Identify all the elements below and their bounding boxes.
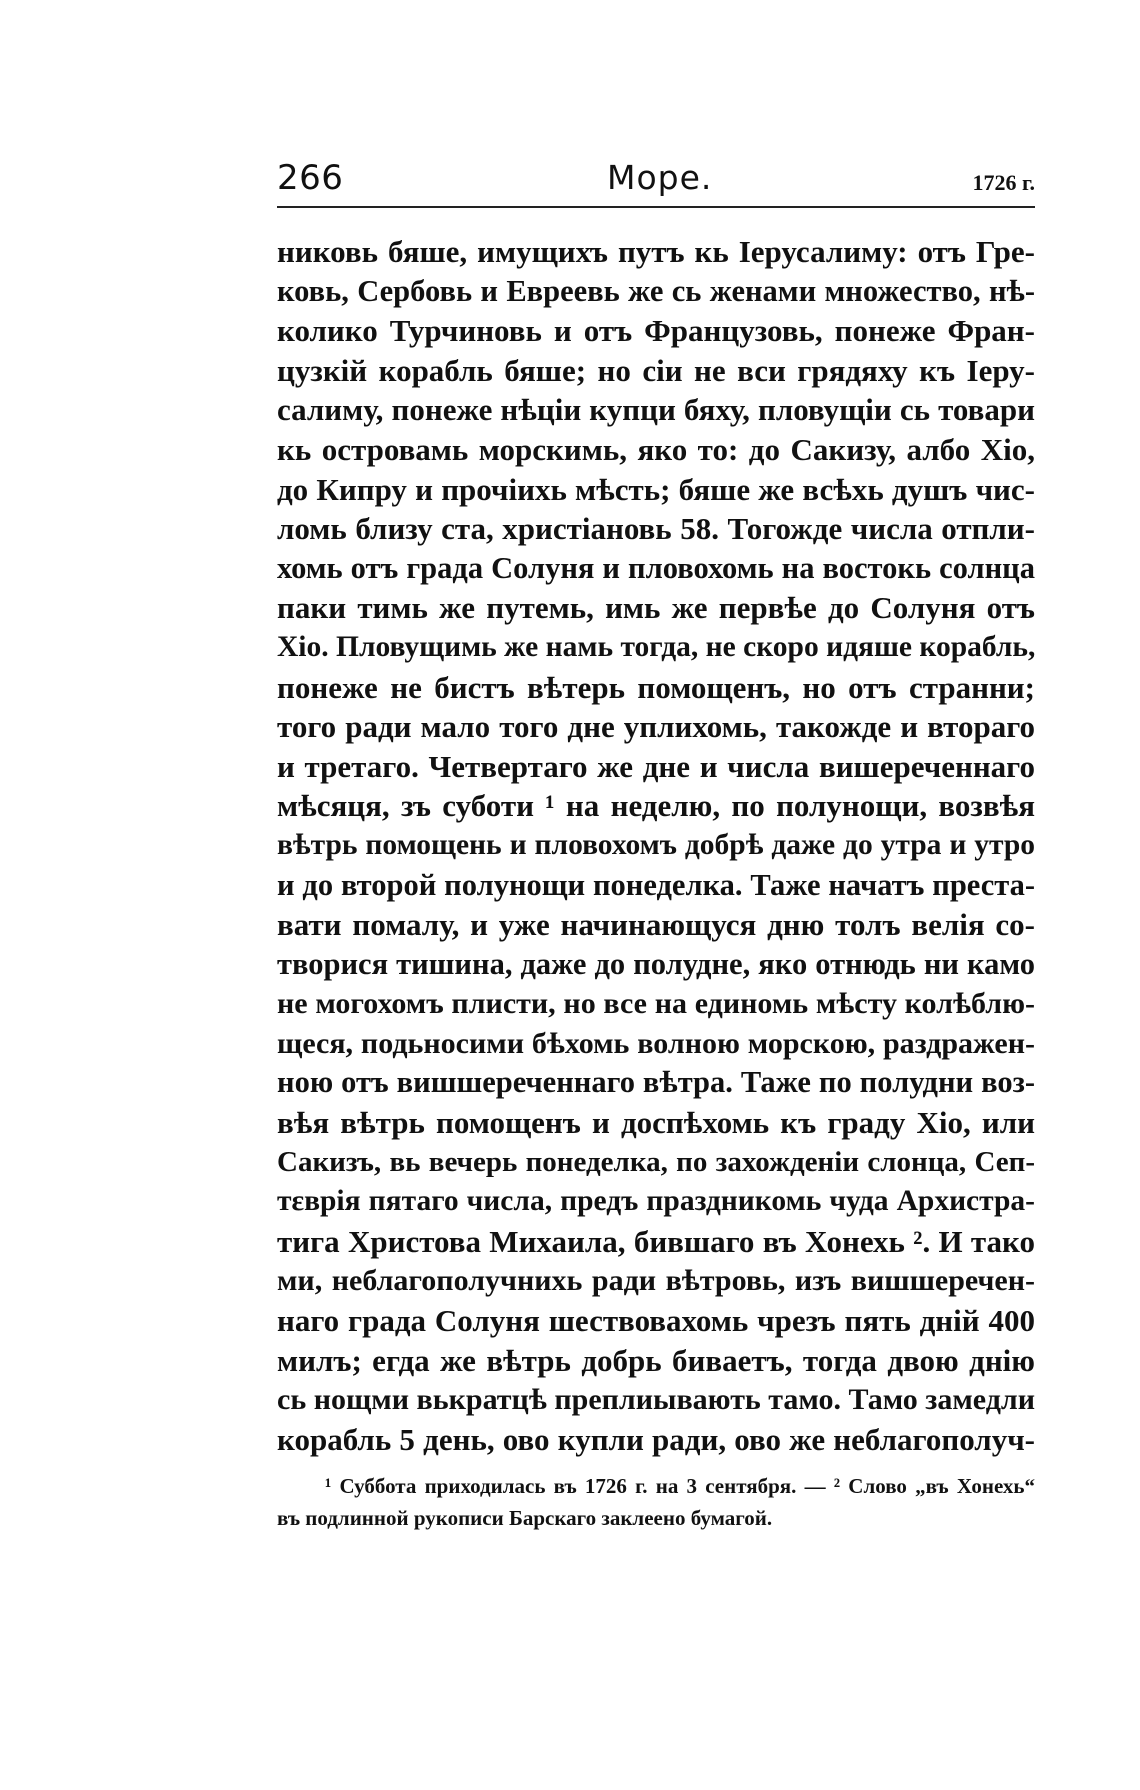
page-number: 266	[277, 158, 344, 198]
text-line: до Кипру и прочіихь мѣсть; бяше же всѣхь душъ чис-	[277, 471, 1035, 507]
text-line: кь островамь морскимь, яко то: до Сакизу, албо Хіо,	[277, 431, 1035, 467]
text-line: никовь бяше, имущихъ путъ кь Іерусалиму: отъ Гре-	[277, 234, 1035, 269]
text-line: хомь отъ града Солуня и пловохомь на востокь солнца	[277, 550, 1035, 585]
text-line: вати помалу, и уже начинающуся дню толъ велія со-	[277, 907, 1035, 943]
running-head	[277, 158, 1035, 202]
text-line: милъ; егда же вѣтрь добрь биваетъ, тогда двою днію	[277, 1342, 1035, 1378]
text-line: творися тишина, даже до полудне, яко отнюдь ни камо	[277, 946, 1035, 981]
text-line: щеся, подьносими бѣхомь волною морскою, раздражен-	[277, 1026, 1035, 1060]
text-line: мѣсяця, зъ суботи ¹ на неделю, по полунощи, возвѣя	[277, 788, 1035, 824]
footnote-line: въ подлинной рукописи Барскаго заклеено бумагой.	[277, 1506, 773, 1530]
text-line: и до второй полунощи понеделка. Таже начатъ преста-	[277, 867, 1035, 902]
footnote-line: ¹ Суббота приходилась въ 1726 г. на 3 сентября. — ² Слово „въ Хонехь“	[325, 1474, 1035, 1498]
text-line: не могохомъ плисти, но все на единомь мѣсту колѣблю-	[277, 987, 1035, 1021]
text-line: корабль 5 день, ово купли ради, ово же неблагополуч-	[277, 1421, 1035, 1457]
text-line: салиму, понеже нѣціи купци бяху, пловущіи сь товари	[277, 392, 1035, 428]
text-line: Сакизъ, вь вечерь понеделка, по захожденіи слонца, Сеп-	[277, 1145, 1035, 1178]
body-text	[277, 232, 1035, 1459]
text-line: тεврія пятаго числа, предъ праздникомь чуда Архистра-	[277, 1185, 1035, 1218]
text-line: вѣтрь помощень и пловохомъ добрѣ даже до утра и утро	[277, 828, 1035, 861]
text-line: сь нощми вькратцѣ преплиывають тамо. Тамо замедли	[277, 1383, 1035, 1417]
text-line: ми, неблагополучнихь ради вѣтровь, изъ вишшеречен-	[277, 1264, 1035, 1298]
text-line: колико Турчиновь и отъ Французовь, понеже Фран-	[277, 313, 1035, 349]
text-line: паки тимь же путемь, имь же первѣе до Солуня отъ	[277, 590, 1035, 626]
text-line: ною отъ вишшереченнаго вѣтра. Таже по полудни воз-	[277, 1065, 1035, 1100]
text-line: и третаго. Четвертаго же дне и числа вишереченнаго	[277, 748, 1035, 784]
text-line: понеже не бистъ вѣтерь помощенъ, но отъ странни;	[277, 669, 1035, 705]
header-rule	[277, 206, 1035, 208]
text-line: ломь близу ста, христіановь 58. Тогожде числа отпли-	[277, 511, 1035, 547]
text-line: того ради мало того дне уплихомь, такожде и втораго	[277, 709, 1035, 745]
text-line: наго града Солуня шествовахомь чрезъ пять дній 400	[277, 1303, 1035, 1339]
text-line: тига Христова Михаила, бившаго въ Хонехь ². И тако	[277, 1223, 1035, 1259]
text-line: вѣя вѣтрь помощенъ и доспѣхомь къ граду Хіо, или	[277, 1105, 1035, 1141]
text-line: ковь, Сербовь и Евреевь же сь женами множество, нѣ-	[277, 273, 1035, 308]
text-line: цузкій корабль бяше; но сіи не вси грядяху къ Іеру-	[277, 352, 1035, 388]
running-title: Море.	[607, 158, 713, 197]
footnotes	[277, 1470, 1035, 1534]
text-line: Хіо. Пловущимь же намь тогда, не скоро идяше корабль,	[277, 630, 1036, 663]
running-year: 1726 г.	[972, 170, 1035, 195]
